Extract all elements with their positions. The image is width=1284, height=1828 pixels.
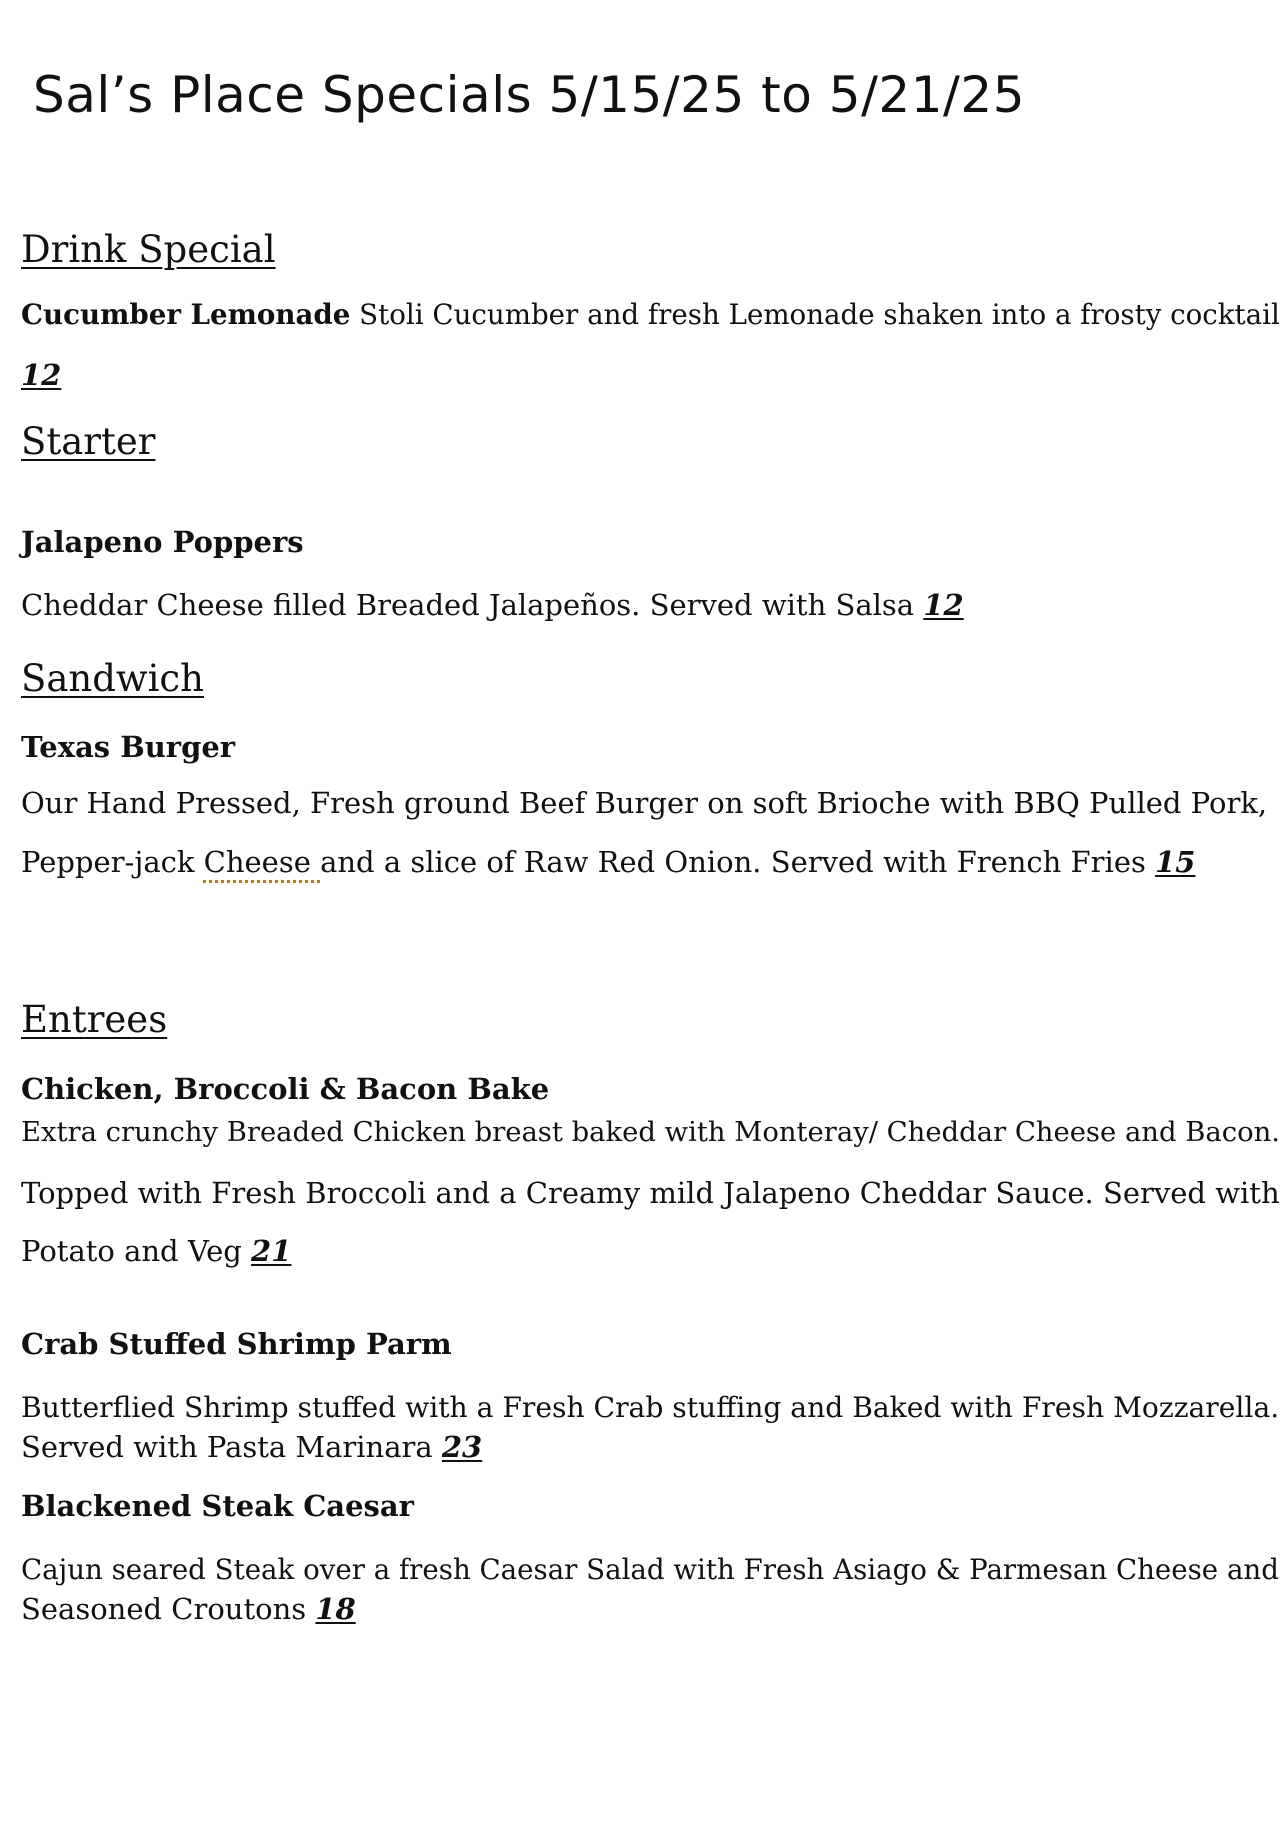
entree-1-description-text: Potato and Veg <box>21 1234 252 1268</box>
sandwich-description-line-1: Our Hand Pressed, Fresh ground Beef Burger on soft Brioche with BBQ Pulled Pork, <box>21 786 1268 820</box>
drink-name: Cucumber Lemonade <box>21 298 351 331</box>
entree-3-description-line-2 <box>21 1592 356 1626</box>
entree-2-description-line-1: Butterflied Shrimp stuffed with a Fresh Crab stuffing and Baked with Fresh Mozzarella. <box>21 1391 1280 1424</box>
starter-description-line <box>21 588 964 622</box>
entree-3-description-line-1: Cajun seared Steak over a fresh Caesar Salad with Fresh Asiago & Parmesan Cheese and <box>21 1553 1279 1586</box>
section-heading-sandwich: Sandwich <box>21 657 204 700</box>
entree-name-3: Blackened Steak Caesar <box>21 1489 414 1523</box>
entree-1-description-line-2: Topped with Fresh Broccoli and a Creamy mild Jalapeno Cheddar Sauce. Served with <box>21 1176 1280 1210</box>
entree-2-description-line-2 <box>21 1430 482 1464</box>
entree-name-1: Chicken, Broccoli & Bacon Bake <box>21 1072 550 1106</box>
drink-price: 12 <box>21 358 62 392</box>
entree-3-price: 18 <box>315 1592 356 1626</box>
section-heading-entrees: Entrees <box>21 998 168 1041</box>
starter-price: 12 <box>923 588 964 622</box>
sandwich-name: Texas Burger <box>21 730 236 764</box>
entree-2-description-text: Served with Pasta Marinara <box>21 1430 442 1464</box>
sandwich-description-text-end: and a slice of Raw Red Onion. Served with French Fries <box>320 845 1156 879</box>
drink-price-line <box>21 358 61 392</box>
drink-description: Stoli Cucumber and fresh Lemonade shaken into a frosty cocktail <box>350 298 1280 331</box>
starter-description: Cheddar Cheese filled Breaded Jalapeños. Served with Salsa <box>21 588 924 622</box>
drink-item <box>21 298 1280 331</box>
section-heading-drink: Drink Special <box>21 228 276 271</box>
entree-3-description-text: Seasoned Croutons <box>21 1592 316 1626</box>
page-title: Sal’s Place Specials 5/15/25 to 5/21/25 <box>33 66 1026 124</box>
sandwich-description-line-2 <box>21 845 1195 879</box>
entree-1-price: 21 <box>251 1234 292 1268</box>
starter-name: Jalapeno Poppers <box>21 525 304 559</box>
entree-1-description-line-3 <box>21 1234 291 1268</box>
entree-2-price: 23 <box>441 1430 483 1464</box>
entree-1-description-line-1: Extra crunchy Breaded Chicken breast baked with Monteray/ Cheddar Cheese and Bacon. <box>21 1117 1280 1148</box>
entree-name-2: Crab Stuffed Shrimp Parm <box>21 1327 452 1361</box>
sandwich-description-text: Pepper-jack <box>21 845 204 879</box>
sandwich-price: 15 <box>1155 845 1196 879</box>
section-heading-starter: Starter <box>21 420 156 463</box>
spellcheck-flagged-word: Cheese <box>203 845 321 879</box>
